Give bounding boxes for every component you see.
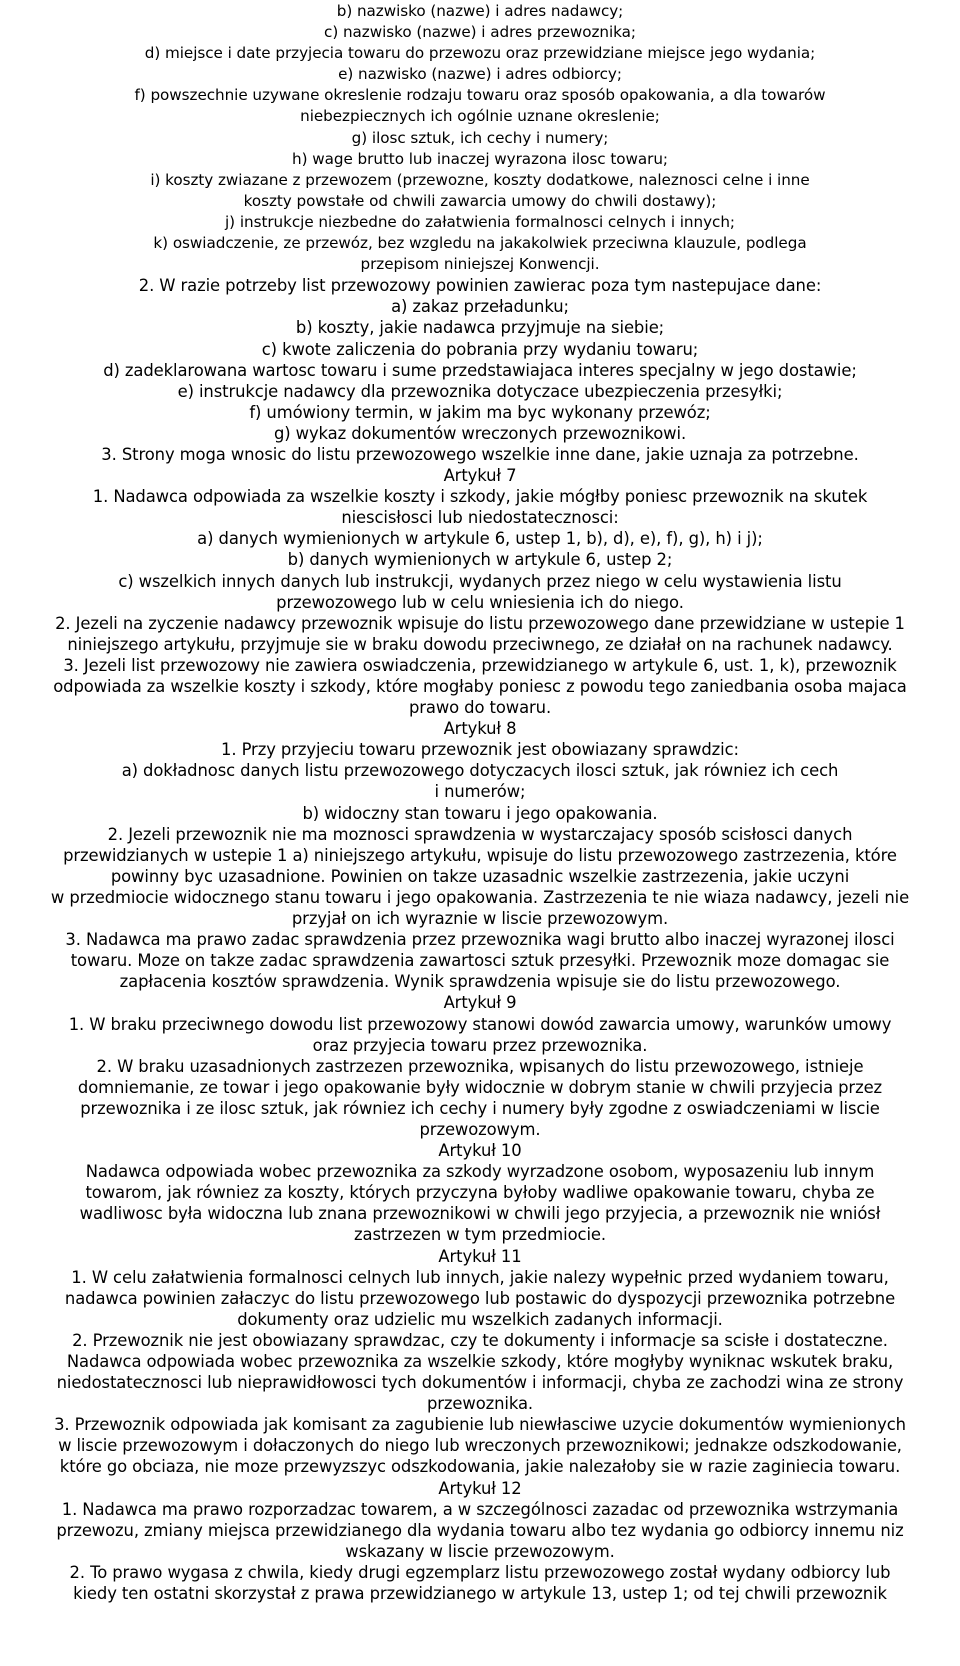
text-line: Artykuł 8 — [443, 719, 517, 739]
text-line: 2. W braku uzasadnionych zastrzezen przewoznika, wpisanych do listu przewozowego, istnieje — [96, 1056, 864, 1076]
text-line: e) instrukcje nadawcy dla przewoznika dotyczace ubezpieczenia przesyłki; — [177, 381, 783, 401]
text-line: w przedmiocie widocznego stanu towaru i jego opakowania. Zastrzezenia te nie wiaza nadawcy, jezeli nie — [50, 887, 910, 907]
text-line: 1. W celu załatwienia formalnosci celnych lub innych, jakie nalezy wypełnic przed wydaniem towaru, — [71, 1267, 889, 1287]
text-line: a) danych wymienionych w artykule 6, ustep 1, b), d), e), f), g), h) i j); — [197, 529, 763, 549]
text-line: zastrzezen w tym przedmiocie. — [354, 1225, 606, 1245]
text-line: przewidzianych w ustepie 1 a) niniejszego artykułu, wpisuje do listu przewozowego zastrzezenia, które — [63, 845, 897, 865]
text-line: przyjał on ich wyraznie w liscie przewozowym. — [291, 909, 669, 929]
text-line: g) wykaz dokumentów wreczonych przewoznikowi. — [273, 423, 687, 443]
text-line: Artykuł 12 — [438, 1478, 522, 1498]
text-line: d) miejsce i date przyjecia towaru do przewozu oraz przewidziane miejsce jego wydania; — [144, 44, 816, 63]
text-line: które go obciaza, nie moze przewyzszyc odszkodowania, jakie nalezałoby sie w razie zaginiecia towaru. — [59, 1457, 901, 1477]
text-line: d) zadeklarowana wartosc towaru i sume przedstawiajaca interes specjalny w jego dostawie; — [103, 360, 857, 380]
text-line: przewozu, zmiany miejsca przewidzianego dla wydania towaru albo tez wydania go odbiorcy innemu niz — [56, 1520, 904, 1540]
text-line: e) nazwisko (nazwe) i adres odbiorcy; — [338, 65, 622, 84]
text-line: 3. Strony moga wnosic do listu przewozowego wszelkie inne dane, jakie uznaja za potrzebne. — [101, 444, 859, 464]
text-line: Nadawca odpowiada wobec przewoznika za wszelkie szkody, które mogłyby wyniknac wskutek braku, — [66, 1352, 894, 1371]
text-line: prawo do towaru. — [408, 698, 552, 718]
text-line: nadawca powinien załaczyc do listu przewozowego lub postawic do dyspozycji przewoznika potrzebne — [64, 1288, 896, 1308]
text-line: 3. Jezeli list przewozowy nie zawiera oswiadczenia, przewidzianego w artykule 6, ust. 1, k), przewoznik — [63, 655, 897, 675]
text-line: Nadawca odpowiada wobec przewoznika za szkody wyrzadzone osobom, wyposazeniu lub innym — [85, 1162, 875, 1182]
text-line: 2. W razie potrzeby list przewozowy powinien zawierac poza tym nastepujace dane: — [138, 276, 822, 296]
text-line: 1. Nadawca ma prawo rozporzadzac towarem, a w szczególnosci zazadac od przewoznika wstrzymania — [61, 1499, 899, 1519]
text-line: b) widoczny stan towaru i jego opakowania. — [302, 803, 658, 823]
text-line: powinny byc uzasadnione. Powinien on takze uzasadnic wszelkie zastrzezenia, jakie uczyni — [110, 866, 850, 886]
text-line: przewoznika. — [426, 1394, 534, 1414]
text-line: c) wszelkich innych danych lub instrukcji, wydanych przez niego w celu wystawienia listu — [118, 571, 842, 591]
text-line: Artykuł 10 — [438, 1141, 522, 1161]
text-line: Artykuł 9 — [443, 993, 517, 1013]
text-line: i numerów; — [434, 782, 526, 802]
text-line: odpowiada za wszelkie koszty i szkody, które mogłaby poniesc z powodu tego zaniedbania osoba majaca — [53, 677, 907, 696]
text-line: 1. Nadawca odpowiada za wszelkie koszty i szkody, jakie mógłby poniesc przewoznik na skutek — [92, 487, 868, 507]
text-line: b) danych wymienionych w artykule 6, ustep 2; — [287, 550, 673, 570]
text-line: koszty powstałe od chwili zawarcia umowy do chwili dostawy); — [243, 191, 717, 210]
text-line: a) dokładnosc danych listu przewozowego dotyczacych ilosci sztuk, jak równiez ich cech — [121, 761, 839, 781]
text-line: b) nazwisko (nazwe) i adres nadawcy; — [336, 2, 624, 20]
text-line: przewozowym. — [419, 1119, 541, 1139]
text-line: a) zakaz przeładunku; — [391, 297, 569, 317]
text-line: przepisom niniejszej Konwencji. — [360, 255, 600, 274]
text-line: 3. Przewoznik odpowiada jak komisant za zagubienie lub niewłasciwe uzycie dokumentów wymienionych — [54, 1415, 906, 1435]
text-line: towaru. Moze on takze zadac sprawdzenia zawartosci sztuk przesyłki. Przewoznik moze domagac sie — [70, 951, 890, 971]
text-line: towarom, jak równiez za koszty, których przyczyna byłoby wadliwe opakowanie towaru, chyba ze — [85, 1183, 875, 1203]
text-line: wadliwosc była widoczna lub znana przewoznikowi w chwili jego przyjecia, a przewoznik nie wniósł — [79, 1204, 881, 1224]
text-line: 1. Przy przyjeciu towaru przewoznik jest obowiazany sprawdzic: — [221, 740, 739, 760]
text-line: h) wage brutto lub inaczej wyrazona ilosc towaru; — [292, 149, 668, 168]
text-line: g) ilosc sztuk, ich cechy i numery; — [351, 128, 609, 147]
text-line: c) kwote zaliczenia do pobrania przy wydaniu towaru; — [261, 339, 699, 359]
text-line: niedostatecznosci lub nieprawidłowosci tych dokumentów i informacji, chyba ze zachodzi wina ze strony — [56, 1373, 904, 1393]
text-line: Artykuł 11 — [438, 1246, 522, 1266]
text-line: 3. Nadawca ma prawo zadac sprawdzenia przez przewoznika wagi brutto albo inaczej wyrazonej ilosci — [65, 930, 895, 950]
text-line: oraz przyjecia towaru przez przewoznika. — [312, 1035, 648, 1055]
text-line: Artykuł 7 — [443, 466, 517, 486]
text-line: niebezpiecznych ich ogólnie uznane okreslenie; — [300, 107, 660, 126]
text-line: kiedy ten ostatni skorzystał z prawa przewidzianego w artykule 13, ustep 1; od tej chwili przewoznik — [73, 1584, 887, 1604]
text-line: dokumenty oraz udzielic mu wszelkich zadanych informacji. — [237, 1309, 723, 1329]
text-line: f) umówiony termin, w jakim ma byc wykonany przewóz; — [249, 402, 711, 422]
text-line: przewozowego lub w celu wniesienia ich do niego. — [276, 592, 684, 612]
text-line: niniejszego artykułu, przyjmuje sie w braku dowodu przeciwnego, ze działał on na rachunek nadawcy. — [67, 634, 893, 654]
text-line: zapłacenia kosztów sprawdzenia. Wynik sprawdzenia wpisuje sie do listu przewozowego. — [119, 972, 841, 992]
text-line: domniemanie, ze towar i jego opakowanie były widocznie w dobrym stanie w chwili przyjecia przez — [77, 1077, 883, 1097]
text-line: wskazany w liscie przewozowym. — [345, 1541, 615, 1561]
text-line: przewoznika i ze ilosc sztuk, jak równiez ich cechy i numery były zgodne z oswiadczeniami w liscie — [80, 1098, 880, 1118]
text-line: b) koszty, jakie nadawca przyjmuje na siebie; — [295, 318, 665, 338]
text-line: k) oswiadczenie, ze przewóz, bez wzgledu na jakakolwiek przeciwna klauzule, podlega — [153, 234, 807, 253]
text-line: 2. Przewoznik nie jest obowiazany sprawdzac, czy te dokumenty i informacje sa scisłe i dostateczne. — [72, 1330, 888, 1350]
text-line: 2. Jezeli na zyczenie nadawcy przewoznik wpisuje do listu przewozowego dane przewidziane w ustepie 1 — [55, 613, 905, 633]
text-line: i) koszty zwiazane z przewozem (przewozne, koszty dodatkowe, naleznosci celne i inne — [150, 170, 810, 189]
text-line: w liscie przewozowym i dołaczonych do niego lub wreczonych przewoznikowi; jednakze odszkodowanie, — [58, 1436, 902, 1456]
text-line: 1. W braku przeciwnego dowodu list przewozowy stanowi dowód zawarcia umowy, warunków umowy — [68, 1014, 892, 1034]
text-line: niescisłosci lub niedostatecznosci: — [341, 508, 619, 528]
text-line: c) nazwisko (nazwe) i adres przewoznika; — [324, 23, 636, 42]
text-line: f) powszechnie uzywane okreslenie rodzaju towaru oraz sposób opakowania, a dla towarów — [134, 86, 826, 105]
text-line: j) instrukcje niezbedne do załatwienia formalnosci celnych i innych; — [225, 212, 735, 231]
text-line: 2. To prawo wygasa z chwila, kiedy drugi egzemplarz listu przewozowego został wydany odbiorcy lub — [69, 1562, 891, 1582]
text-line: 2. Jezeli przewoznik nie ma moznosci sprawdzenia w wystarczajacy sposób scisłosci danych — [107, 824, 853, 844]
